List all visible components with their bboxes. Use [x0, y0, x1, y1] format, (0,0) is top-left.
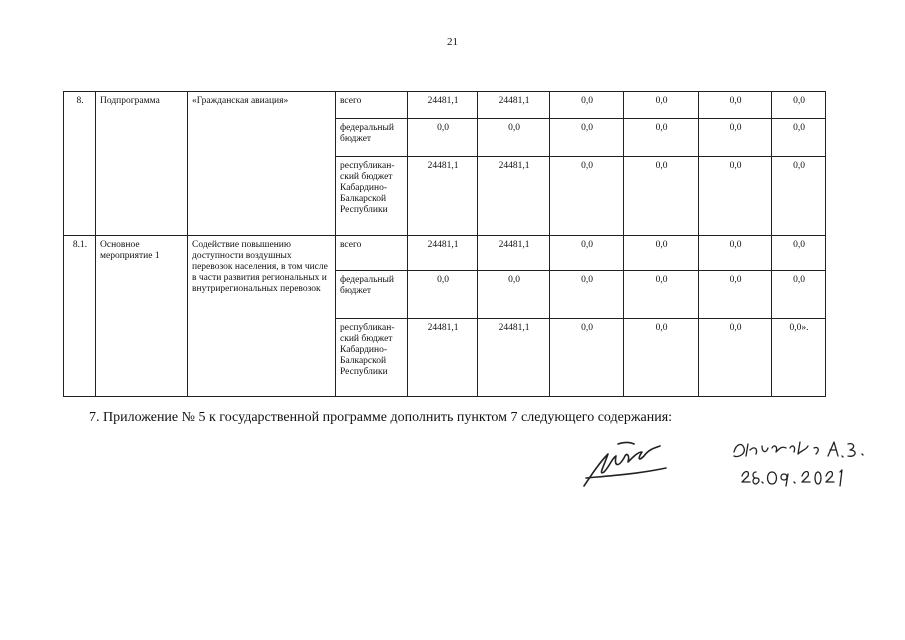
value-cell: 0,0 — [699, 271, 772, 319]
value-cell: 0,0 — [550, 236, 624, 271]
handwritten-name-date — [728, 436, 878, 492]
program-title: «Гражданская авиация» — [188, 92, 336, 236]
program-type: Подпрограмма — [96, 92, 188, 236]
value-cell: 0,0 — [550, 119, 624, 157]
value-cell: 0,0 — [550, 319, 624, 397]
value-cell: 0,0 — [478, 271, 550, 319]
signature-scribble — [578, 438, 674, 490]
value-cell: 0,0». — [772, 319, 826, 397]
row-number: 8. — [64, 92, 96, 236]
funding-source: республикан-ский бюджет Кабардино-Балкарской Республики — [336, 157, 408, 236]
value-cell: 0,0 — [772, 119, 826, 157]
value-cell: 0,0 — [408, 271, 478, 319]
value-cell: 0,0 — [699, 236, 772, 271]
value-cell: 0,0 — [624, 92, 699, 119]
value-cell: 0,0 — [699, 157, 772, 236]
value-cell: 24481,1 — [408, 319, 478, 397]
value-cell: 0,0 — [772, 92, 826, 119]
value-cell: 24481,1 — [408, 92, 478, 119]
value-cell: 0,0 — [699, 119, 772, 157]
value-cell: 0,0 — [550, 157, 624, 236]
value-cell: 0,0 — [772, 157, 826, 236]
row-number: 8.1. — [64, 236, 96, 397]
value-cell: 0,0 — [550, 271, 624, 319]
page-number: 21 — [447, 36, 458, 48]
program-title: Содействие повышению доступности воздушных перевозок населения, в том числе в части развития региональных и внутрирегиональных перевозок — [188, 236, 336, 397]
table-row — [64, 92, 826, 119]
value-cell: 24481,1 — [478, 319, 550, 397]
budget-table — [63, 91, 826, 397]
funding-source: федеральный бюджет — [336, 119, 408, 157]
value-cell: 0,0 — [478, 119, 550, 157]
funding-source: республикан-ский бюджет Кабардино-Балкарской Республики — [336, 319, 408, 397]
appendix-instruction: 7. Приложение № 5 к государственной программе дополнить пунктом 7 следующего содержания: — [89, 410, 673, 425]
funding-source: всего — [336, 236, 408, 271]
value-cell: 0,0 — [624, 271, 699, 319]
value-cell: 0,0 — [408, 119, 478, 157]
value-cell: 24481,1 — [478, 236, 550, 271]
value-cell: 24481,1 — [408, 236, 478, 271]
funding-source: всего — [336, 92, 408, 119]
value-cell: 24481,1 — [408, 157, 478, 236]
value-cell: 0,0 — [772, 236, 826, 271]
value-cell: 0,0 — [624, 119, 699, 157]
value-cell: 24481,1 — [478, 157, 550, 236]
value-cell: 0,0 — [624, 236, 699, 271]
value-cell: 0,0 — [550, 92, 624, 119]
value-cell: 0,0 — [699, 92, 772, 119]
value-cell: 24481,1 — [478, 92, 550, 119]
value-cell: 0,0 — [699, 319, 772, 397]
value-cell: 0,0 — [624, 319, 699, 397]
value-cell: 0,0 — [624, 157, 699, 236]
program-type: Основное мероприятие 1 — [96, 236, 188, 397]
value-cell: 0,0 — [772, 271, 826, 319]
funding-source: федеральный бюджет — [336, 271, 408, 319]
table-row — [64, 236, 826, 271]
